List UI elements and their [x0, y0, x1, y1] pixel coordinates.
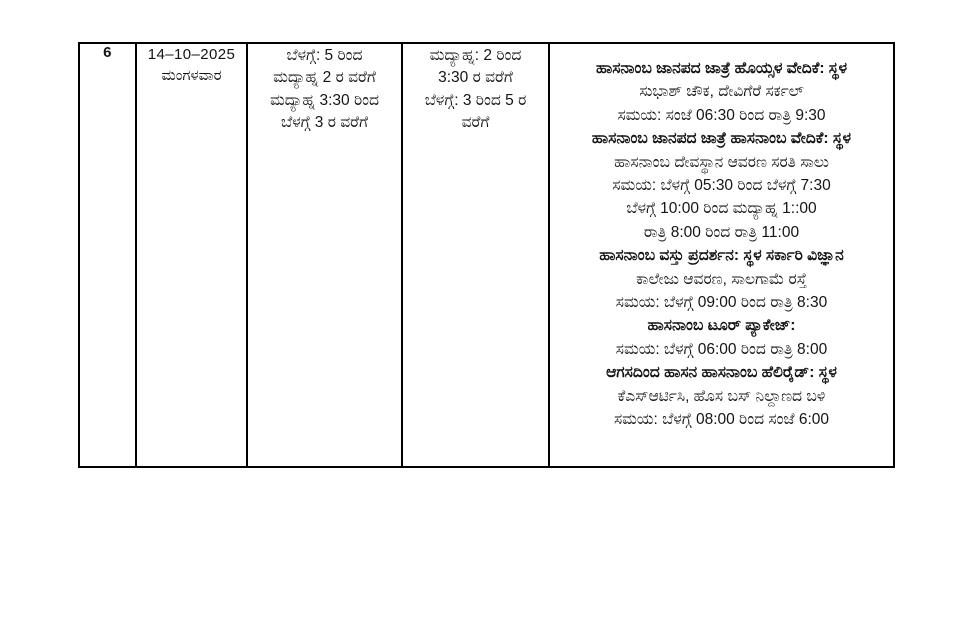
- cell-serial-no: [80, 44, 137, 466]
- event-line: ಬೆಳಗ್ಗೆ 10:00 ರಿಂದ ಮದ್ಯಾಹ್ನ 1::00: [626, 200, 817, 218]
- timing-line: ಬೆಳಗ್ಗೆ 3 ರ ವರೆಗೆ: [280, 114, 369, 132]
- event-line: ಆಗಸದಿಂದ ಹಾಸನ ಹಾಸನಾಂಬ ಹೆಲಿರೈಡ್: ಸ್ಥಳ: [606, 364, 837, 382]
- event-line: ಹಾಸನಾಂಬ ದೇವಸ್ಥಾನ ಆವರಣ ಸರತಿ ಸಾಲು: [614, 153, 829, 171]
- event-line: ಹಾಸನಾಂಬ ಜಾನಪದ ಜಾತ್ರೆ ಹಾಸನಾಂಬ ವೇದಿಕೆ: ಸ್ಥಳ: [591, 130, 852, 148]
- timing-line: ಬೆಳಗ್ಗೆ: 5 ರಿಂದ: [286, 47, 363, 64]
- cell-event-details: [550, 44, 893, 466]
- event-line: ಸಮಯ: ಬೆಳಗ್ಗೆ 05:30 ರಿಂದ ಬೆಳಗ್ಗೆ 7:30: [612, 177, 831, 195]
- event-line: ಕೆಎಸ್ಆರ್ಟಿಸಿ, ಹೊಸ ಬಸ್ ನಿಲ್ದಾಣದ ಬಳಿ: [617, 387, 826, 405]
- event-line: ಸಮಯ: ಬೆಳಗ್ಗೆ 06:00 ರಿಂದ ರಾತ್ರಿ 8:00: [615, 340, 828, 358]
- event-line: ಸಮಯ: ಬೆಳಗ್ಗೆ 08:00 ರಿಂದ ಸಂಜೆ 6:00: [613, 411, 830, 429]
- timing-line: ವರೆಗೆ: [461, 114, 490, 132]
- event-line: ಹಾಸನಾಂಬ ಟೂರ್ ಪ್ಯಾಕೇಜ್:: [647, 317, 796, 335]
- timing-line: ಮದ್ಯಾಹ್ನ 2 ರ ವರೆಗೆ: [273, 69, 376, 87]
- event-line: ಹಾಸನಾಂಬ ಜಾನಪದ ಜಾತ್ರೆ ಹೊಯ್ಸಳ ವೇದಿಕೆ: ಸ್ಥಳ: [595, 60, 848, 77]
- cell-timing-afternoon: [403, 44, 550, 466]
- event-line: ಕಾಲೇಜು ಆವರಣ, ಸಾಲಗಾಮೆ ರಸ್ತೆ: [636, 270, 807, 288]
- weekday-value: ಮಂಗಳವಾರ: [161, 67, 222, 84]
- event-line: ಸುಭಾಶ್ ಚೌಕ, ದೇವಿಗೆರೆ ಸರ್ಕಲ್: [639, 83, 804, 101]
- schedule-table: [78, 42, 895, 468]
- timing-line: ಬೆಳಗ್ಗೆ: 3 ರಿಂದ 5 ರ: [424, 91, 527, 109]
- cell-timing-morning: [248, 44, 403, 466]
- event-line: ರಾತ್ರಿ 8:00 ರಿಂದ ರಾತ್ರಿ 11:00: [643, 223, 800, 241]
- cell-date: [137, 44, 248, 466]
- event-line: ಹಾಸನಾಂಬ ವಸ್ತು ಪ್ರದರ್ಶನ: ಸ್ಥಳ ಸರ್ಕಾರಿ ವಿಜ್ಞಾನ: [599, 247, 844, 265]
- timing-line: 3:30 ರ ವರೆಗೆ: [438, 69, 513, 87]
- serial-number: 6: [103, 44, 112, 61]
- timing-line: ಮದ್ಯಾಹ್ನ: 2 ರಿಂದ: [429, 47, 522, 64]
- timing-line: ಮದ್ಯಾಹ್ನ 3:30 ರಿಂದ: [269, 91, 380, 109]
- event-line: ಸಮಯ: ಬೆಳಗ್ಗೆ 09:00 ರಿಂದ ರಾತ್ರಿ 8:30: [615, 294, 828, 312]
- date-value: 14–10–2025: [147, 46, 236, 63]
- event-line: ಸಮಯ: ಸಂಜೆ 06:30 ರಿಂದ ರಾತ್ರಿ 9:30: [617, 106, 826, 124]
